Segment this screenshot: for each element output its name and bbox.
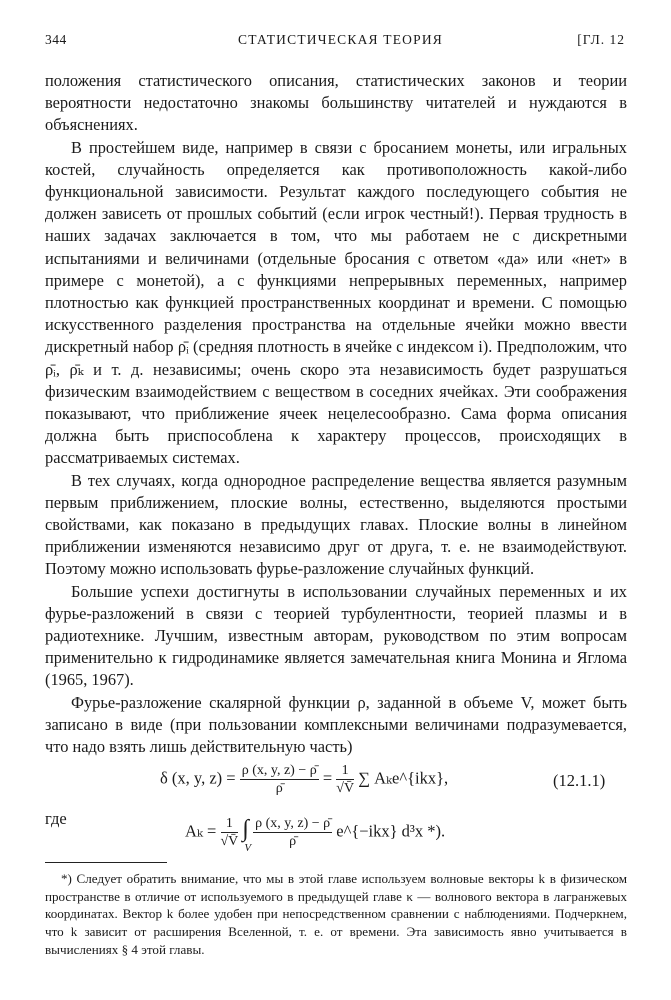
footnote-separator	[45, 862, 167, 863]
eq1-fraction-norm	[336, 762, 354, 797]
eq2-fraction-norm	[221, 815, 239, 850]
eq1-fraction-density	[240, 762, 319, 797]
eq2-frac1-denominator: √V̄	[220, 834, 239, 849]
body-text	[45, 70, 627, 758]
page-number: 344	[45, 32, 67, 47]
eq1-sum: ∑ Aₖe^{ikx},	[358, 768, 449, 788]
running-title: СТАТИСТИЧЕСКАЯ ТЕОРИЯ	[238, 32, 443, 47]
equation-number: (12.1.1)	[553, 771, 606, 790]
eq1-equals: =	[322, 768, 333, 788]
paragraph-continuation: положения статистического описания, статистических законов и теории вероятности недостаточно знакомы большинству читателей и нуждаются в объяснениях.	[45, 71, 627, 135]
running-header	[45, 32, 625, 54]
eq2-fraction-density	[253, 815, 332, 850]
eq2-frac1-numerator: 1	[221, 815, 239, 833]
paragraph-plane-waves: В тех случаях, когда однородное распределение вещества является разумным первым приближением, плоские волны, естественно, выделяются простыми свойствами, как показано в предыдущих главах. Плоские волны в линейном приближении изменяются независимо друг от друга, т. е. не взаимодействуют. Поэтому можно использовать фурье-разложение случайных функций.	[45, 470, 627, 579]
eq2-frac2-denominator: ρ̄	[289, 834, 297, 849]
paragraph-turbulence: Большие успехи достигнуты в использовании случайных переменных и их фурье-разложений в связи с теорией турбулентности, теорией плазмы и в радиотехнике. Лучшим, известным авторам, руководством по этим вопросам применительно к гидродинамике является замечательная книга Монина и Яглома (1965, 1967).	[45, 581, 627, 690]
eq1-frac1-denominator: ρ̄	[275, 781, 283, 796]
chapter-label: [ГЛ. 12	[577, 32, 625, 47]
eq2-integral: ∫ V	[242, 816, 252, 855]
where-word: где	[45, 809, 67, 828]
eq2-frac2-numerator: ρ (x, y, z) − ρ̄	[255, 816, 331, 831]
eq1-frac2-numerator: 1	[336, 762, 354, 780]
eq2-tail: e^{−ikx} d³x *).	[336, 821, 446, 841]
paragraph-randomness: В простейшем виде, например в связи с бросанием монеты, или игральных костей, случайность определяется как противоположность какой-либо функциональной зависимости. Результат каждого последующего события не должен зависеть от прошлых событий (если игрок честный!). Первая трудность в наших задачах заключается в том, что мы работаем не с дискретными испытаниями и величинами (отдельные бросания с ответом «да» или «нет» в примере с монетой), а с функциями непрерывных переменных, например плотностью как функцией пространственных координат и времени. С помощью искусственного разделения пространства на отдельные ячейки можно ввести дискретный набор ρ̄ᵢ (средняя плотность в ячейке с индексом i). Предположим, что ρ̄ᵢ, ρ̄ₖ и т. д. независимы; очень скоро эта независимость будет разрушаться физическим взаимодействием с веществом в соседних ячейках. Эти соображения показывают, что приближение ячеек нецелесообразно. Сама форма описания должна быть приспособлена к характеру процессов, происходящих в рассматриваемых системах.	[45, 137, 627, 468]
footnote: *) Следует обратить внимание, что мы в этой главе используем волновые векторы k в физическом пространстве в отличие от используемого в предыдущей главе κ — волнового вектора в лагранжевых координатах. Вектор k более удобен при непосредственном сравнении с наблюдениями. Подчеркнем, что k зависит от расширения Вселенной, т. е. от времени. Эта зависимость явно учитывается в вычислениях § 4 этой главы.	[45, 871, 627, 957]
paragraph-fourier: Фурье-разложение скалярной функции ρ, заданной в объеме V, может быть записано в виде (при пользовании комплексными величинами подразумевается, что надо взять лишь действительную часть)	[45, 692, 627, 757]
eq1-frac2-denominator: √V̄	[336, 781, 355, 796]
equation-amplitude	[185, 815, 446, 855]
equation-12-1-1	[160, 762, 448, 797]
eq2-integral-domain: V	[244, 842, 252, 855]
eq2-lhs: Aₖ =	[185, 821, 217, 841]
eq1-frac1-numerator: ρ (x, y, z) − ρ̄	[241, 763, 317, 778]
eq1-lhs: δ (x, y, z) =	[160, 768, 236, 788]
